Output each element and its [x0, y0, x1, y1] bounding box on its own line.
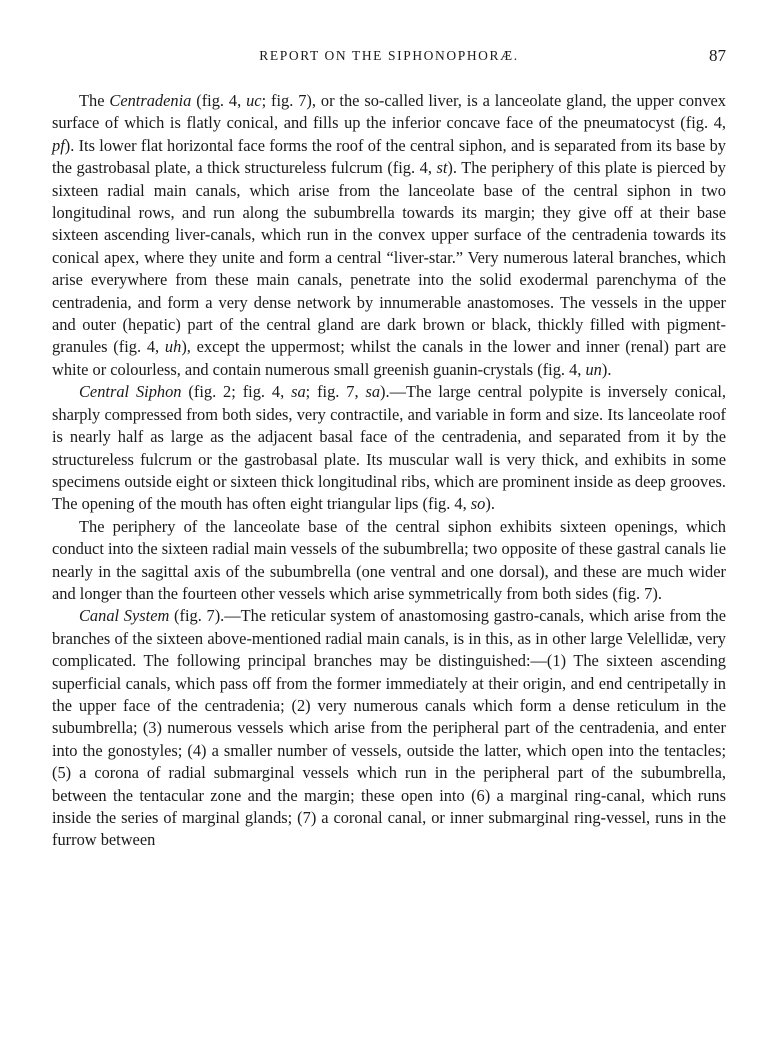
text-run: ), except the uppermost; whilst the canals in the lower and inner (renal) part are white or colourless, and contain numerous small greenish guanin-crystals (fig. 4, [52, 337, 726, 379]
paragraph-canal-system [52, 605, 726, 851]
italic-term: sa [291, 382, 306, 402]
text-run: ). [485, 494, 495, 514]
section-heading: Canal System [79, 606, 170, 626]
running-head [52, 46, 726, 68]
italic-term: so [470, 494, 486, 514]
text-run: The periphery of the lanceolate base of the central siphon exhibits sixteen openings, which conduct into the sixteen radial main vessels of the subumbrella; two opposite of these gastral canals lie nearly in the sagittal axis of the subumbrella (one ventral and one dorsal), and these are much wider and longer than the fourteen other vessels which arise symmetrically from both sides (fig. 7). [52, 516, 726, 603]
paragraph-centradenia [52, 90, 726, 381]
text-run: ; fig. 7, [305, 382, 366, 402]
text-run: (fig. 2; fig. 4, [181, 382, 292, 402]
italic-term: Centradenia [109, 91, 192, 110]
text-run: The [79, 91, 110, 110]
running-title: REPORT ON THE SIPHONOPHORÆ. [259, 48, 519, 63]
italic-term: un [585, 359, 602, 379]
body-text [52, 90, 726, 852]
italic-term: st [436, 158, 448, 178]
page-number: 87 [709, 46, 726, 65]
italic-term: pf [52, 135, 65, 155]
text-run: (fig. 7).—The reticular system of anastomosing gastro-canals, which arise from the branches of the sixteen above-mentioned radial main canals, is in this, as in other large Velellidæ, very complicated. The following principal branches may be distinguished:—(1) The sixteen ascending superficial canals, which pass off from the former immediately at their origin, and end centripetally in the upper face of the centradenia; (2) very numerous canals which form a dense reticulum in the subumbrella; (3) numerous vessels which arise from the peripheral part of the centradenia, and enter into the gonostyles; (4) a smaller number of vessels, outside the latter, which open into the tentacles; (5) a corona of radial submarginal vessels which run in the peripheral part of the subumbrella, between the tentacular zone and the margin; these open into (6) a marginal ring-canal, which runs inside the series of marginal glands; (7) a coronal canal, or inner submarginal ring-vessel, runs in the furrow between [52, 606, 726, 850]
text-run: ; fig. 7), or the so-called liver, is a lanceolate gland, the upper convex surface of which is flatly conical, and fills up the inferior concave face of the pneumatocyst (fig. 4, [52, 91, 726, 133]
text-run: (fig. 4, [191, 91, 247, 110]
section-heading: Central Siphon [79, 382, 182, 402]
paragraph-central-siphon [52, 381, 726, 515]
italic-term: uh [164, 337, 182, 357]
text-run: ). The periphery of this plate is pierced by sixteen radial main canals, which arise from the lanceolate base of the central siphon in two longitudinal rows, and run along the subumbrella towards its margin; they give off at their base sixteen ascending liver-canals, which run in the convex upper surface of the centradenia towards its conical apex, where they unite and form a central “liver-star.” Very numerous lateral branches, which arise everywhere from these main canals, penetrate into the solid exodermal parenchyma of the centradenia, and form a very dense network by innumerable anastomoses. The vessels in the upper and outer (hepatic) part of the central gland are dark brown or black, thickly filled with pigment-granules (fig. 4, [52, 158, 726, 357]
text-run: ).—The large central polypite is inversely conical, sharply compressed from both sides, very contractile, and variable in form and size. Its lanceolate roof is nearly half as large as the adjacent basal face of the centradenia, and separated from it by the structureless fulcrum or the gastrobasal plate. Its muscular wall is very thick, and exhibits in some specimens outside eight or sixteen thick longitudinal ribs, which are prominent inside as deep grooves. The opening of the mouth has often eight triangular lips (fig. 4, [52, 382, 726, 514]
italic-term: uc [246, 91, 262, 110]
italic-term: sa [365, 382, 381, 402]
paragraph-siphon-base [52, 516, 726, 606]
text-run: ). Its lower flat horizontal face forms the roof of the central siphon, and is separated from its base by the gastrobasal plate, a thick structureless fulcrum (fig. 4, [52, 135, 726, 178]
text-run: ). [601, 359, 612, 379]
